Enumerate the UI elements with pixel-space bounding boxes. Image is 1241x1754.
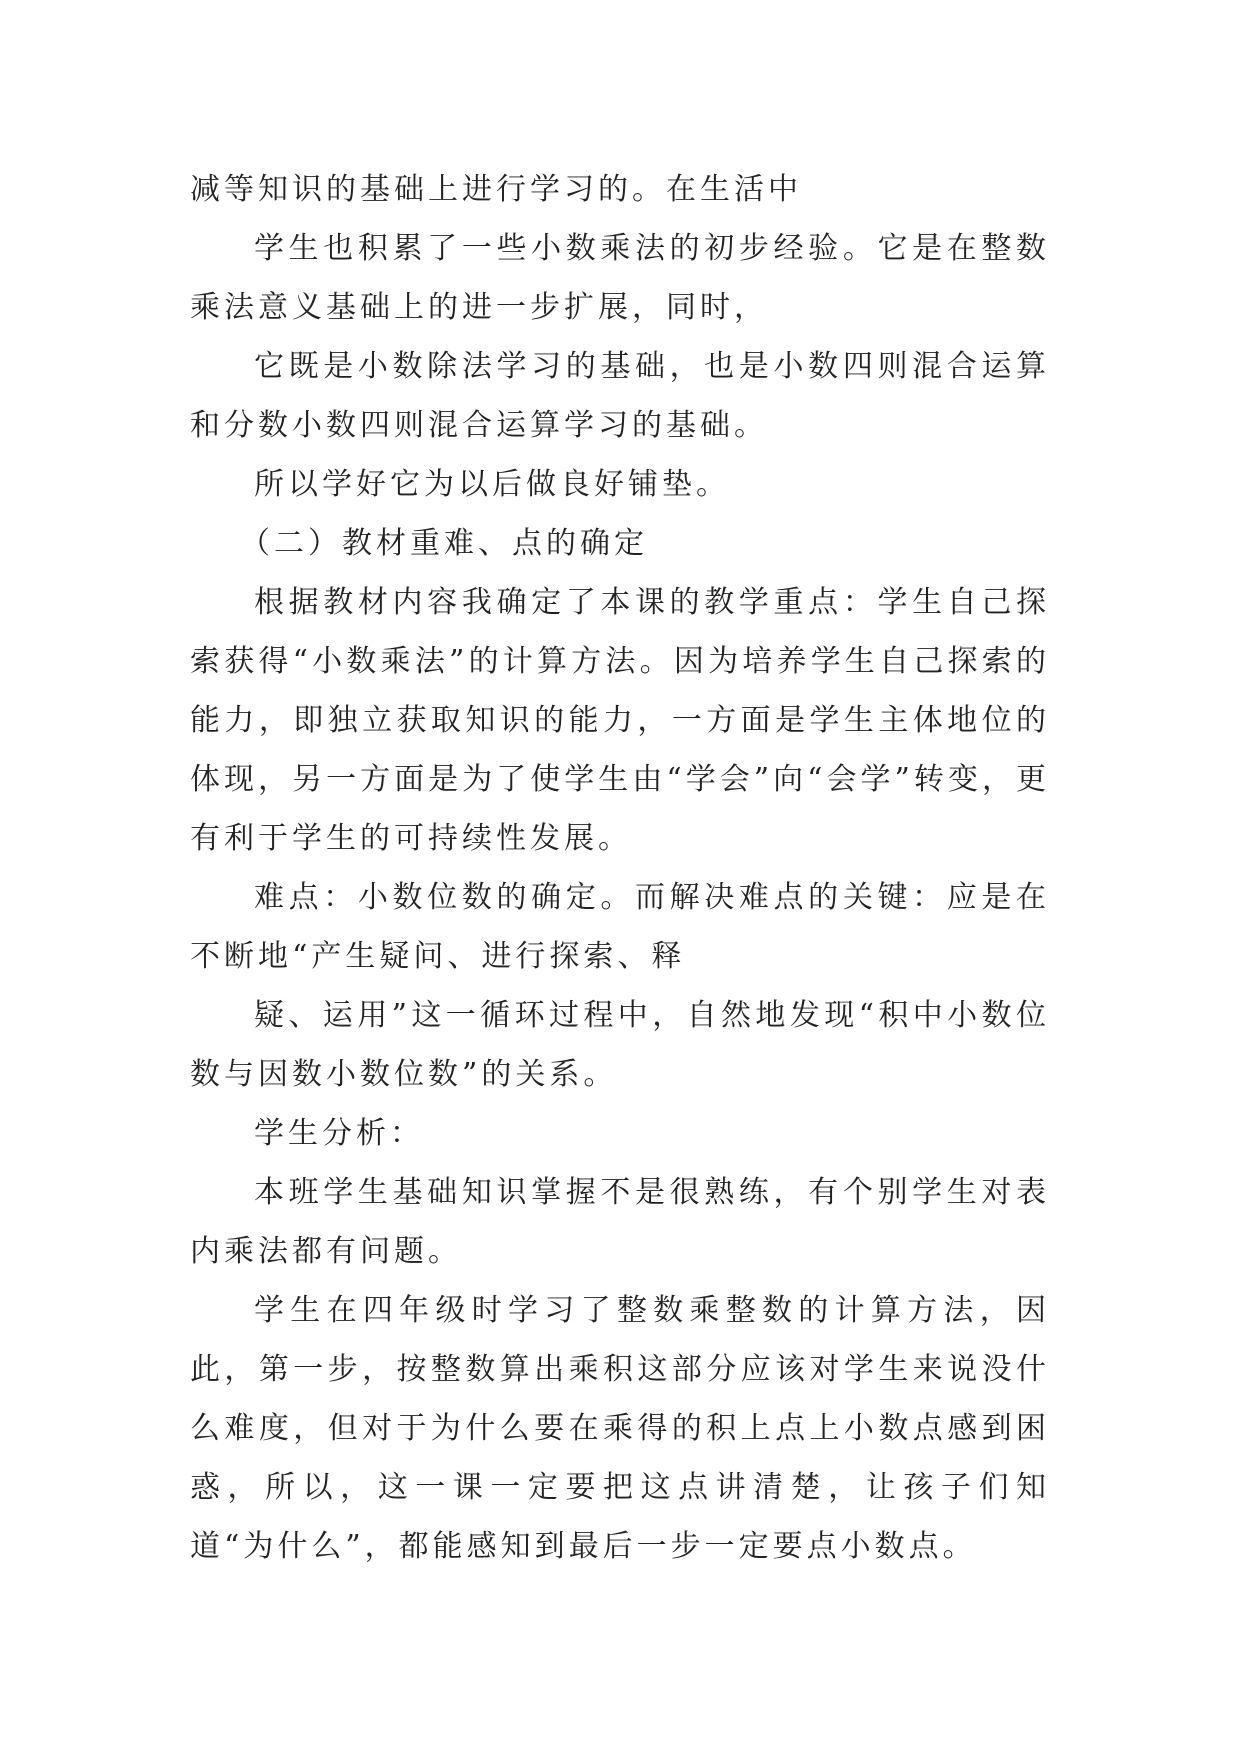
paragraph-key-point: 根据教材内容我确定了本课的教学重点：学生自己探索获得“小数乘法”的计算方法。因为培养学生自己探索的能力，即独立获取知识的能力，一方面是学生主体地位的体现，另一方面是为了使学生由“学会”向“会学”转变，更有利于学生的可持续性发展。 (190, 585, 1050, 856)
paragraph-difficulty: 难点：小数位数的确定。而解决难点的关键：应是在不断地“产生疑问、进行探索、释 (190, 880, 1050, 974)
paragraph-class-basics: 本班学生基础知识掌握不是很熟练，有个别学生对表内乘法都有问题。 (190, 1175, 1050, 1269)
paragraph-4: 所以学好它为以后做良好铺垫。 (254, 467, 730, 502)
student-analysis-heading: 学生分析： (254, 1116, 424, 1151)
section-heading: （二）教材重难、点的确定 (240, 526, 648, 561)
paragraph-1: 减等知识的基础上进行学习的。在生活中 (190, 172, 802, 207)
paragraph-grade-four: 学生在四年级时学习了整数乘整数的计算方法，因此，第一步，按整数算出乘积这部分应该对学生来说没什么难度，但对于为什么要在乘得的积上点上小数点感到困惑，所以，这一课一定要把这点讲清楚，让孩子们知道“为什么”，都能感知到最后一步一定要点小数点。 (190, 1293, 1050, 1564)
paragraph-3: 它既是小数除法学习的基础，也是小数四则混合运算和分数小数四则混合运算学习的基础。 (190, 349, 1050, 443)
paragraph-difficulty-cont: 疑、运用”这一循环过程中，自然地发现“积中小数位数与因数小数位数”的关系。 (190, 998, 1050, 1092)
document-body (190, 160, 1050, 1576)
paragraph-2: 学生也积累了一些小数乘法的初步经验。它是在整数乘法意义基础上的进一步扩展，同时， (190, 231, 1050, 325)
